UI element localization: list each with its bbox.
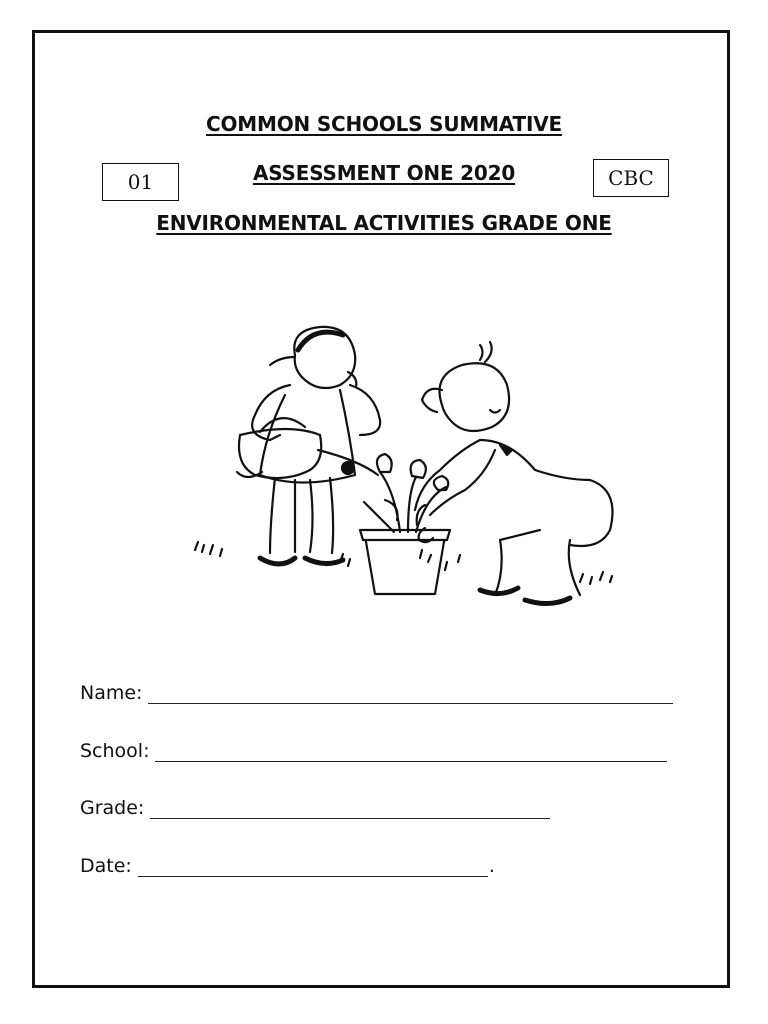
grade-blank-line[interactable]	[150, 800, 550, 819]
name-field[interactable]	[80, 682, 674, 704]
date-period: .	[488, 855, 495, 877]
name-label: Name:	[80, 682, 143, 704]
date-label: Date:	[80, 855, 132, 877]
grade-field[interactable]	[80, 797, 551, 819]
school-label: School:	[80, 740, 150, 762]
date-blank-line[interactable]	[138, 858, 488, 877]
grade-label: Grade:	[80, 797, 145, 819]
title-line-2: ASSESSMENT ONE 2020	[252, 161, 516, 185]
school-blank-line[interactable]	[155, 743, 667, 762]
name-blank-line[interactable]	[148, 685, 673, 704]
date-field[interactable]	[80, 855, 495, 877]
title-line-1: COMMON SCHOOLS SUMMATIVE	[206, 112, 562, 136]
paper-number-box: 01	[102, 163, 179, 201]
children-watering-plant-icon	[180, 300, 640, 620]
title-line-3: ENVIRONMENTAL ACTIVITIES GRADE ONE	[156, 211, 612, 235]
school-field[interactable]	[80, 740, 668, 762]
cbc-box: CBC	[593, 159, 669, 197]
